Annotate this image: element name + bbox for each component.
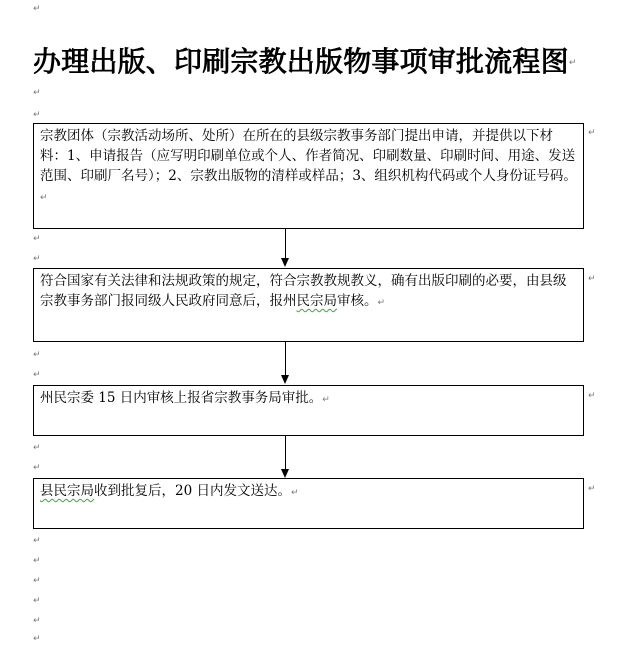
paragraph-mark: ↵ xyxy=(33,443,41,453)
paragraph-mark: ↵ xyxy=(568,58,577,68)
flow-arrow-1-head xyxy=(281,258,289,267)
paragraph-mark: ↵ xyxy=(33,234,41,244)
paragraph-mark: ↵ xyxy=(33,634,41,644)
paragraph-mark: ↵ xyxy=(33,350,41,360)
flow-step-1-box xyxy=(33,123,584,229)
flow-step-3-text: 州民宗委 15 日内审核上报省宗教事务局审批。↵ xyxy=(40,390,330,406)
paragraph-mark: ↵ xyxy=(33,370,41,380)
flow-step-4-text: 县民宗局收到批复后，20 日内发文送达。↵ xyxy=(40,483,299,499)
flow-step-1-text: 宗教团体（宗教活动场所、处所）在所在的县级宗教事务部门提出申请，并提供以下材料：1、申请报告（应写明印刷单位或个人、作者简况、印刷数量、印刷时间、用途、发送范围、印刷厂名号）；2、宗教出版物的清样或样品；3、组织机构代码或个人身份证号码。↵ xyxy=(40,128,577,203)
paragraph-mark: ↵ xyxy=(33,463,41,473)
flow-arrow-3-head xyxy=(281,469,289,478)
paragraph-mark: ↵ xyxy=(33,254,41,264)
flow-arrow-1-line xyxy=(285,229,286,259)
paragraph-mark: ↵ xyxy=(33,110,41,120)
paragraph-mark: ↵ xyxy=(33,4,41,14)
title-text: 办理出版、印刷宗教出版物事项审批流程图 xyxy=(33,45,569,78)
flow-step-4-box xyxy=(33,478,584,529)
paragraph-mark: ↵ xyxy=(33,616,41,626)
cell-end-mark: ↵ xyxy=(588,274,596,284)
paragraph-mark: ↵ xyxy=(33,536,41,546)
paragraph-mark: ↵ xyxy=(33,596,41,606)
paragraph-mark: ↵ xyxy=(33,576,41,586)
paragraph-mark: ↵ xyxy=(33,556,41,566)
paragraph-mark: ↵ xyxy=(33,88,41,98)
cell-end-mark: ↵ xyxy=(588,391,596,401)
cell-end-mark: ↵ xyxy=(588,484,596,494)
flow-arrow-2-head xyxy=(281,375,289,384)
flow-step-3-box xyxy=(33,385,584,436)
page-title xyxy=(33,44,623,81)
flow-arrow-3-line xyxy=(285,436,286,470)
flow-arrow-2-line xyxy=(285,342,286,376)
flow-step-2-text: 符合国家有关法律和法规政策的规定，符合宗教教规教义，确有出版印刷的必要，由县级宗教事务部门报同级人民政府同意后，报州民宗局审核。↵ xyxy=(40,273,567,309)
flow-step-2-box xyxy=(33,268,584,342)
cell-end-mark: ↵ xyxy=(588,128,596,138)
